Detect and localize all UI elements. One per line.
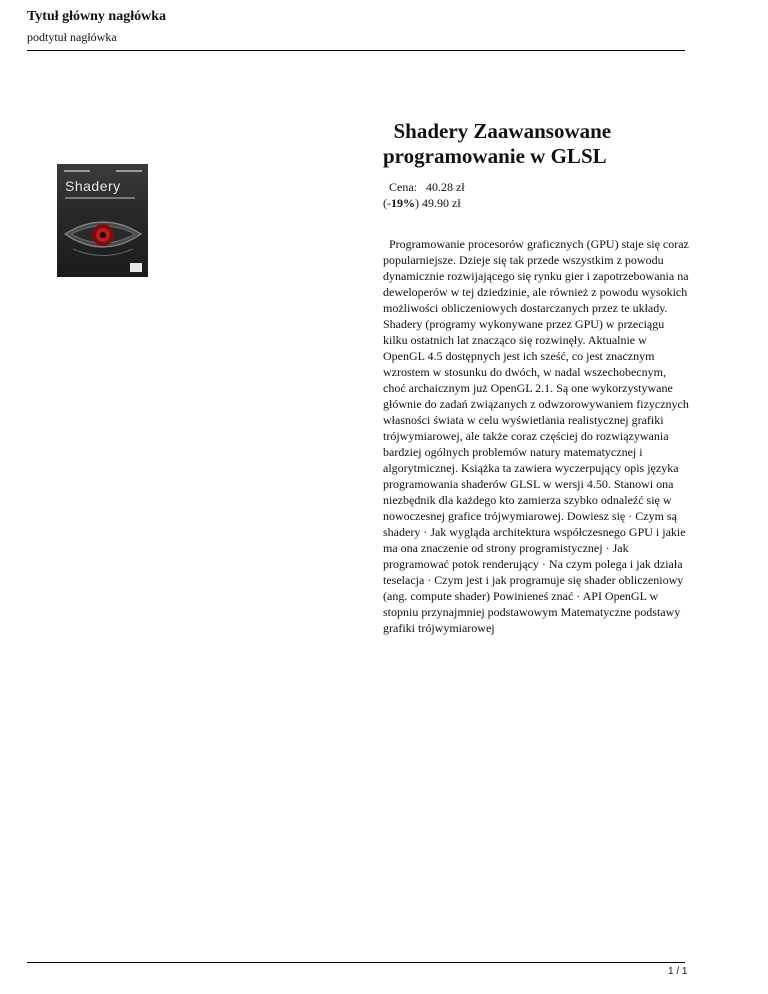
price-block — [383, 179, 465, 211]
footer-divider — [27, 962, 685, 963]
book-title-line-2: programowanie w GLSL — [383, 144, 607, 168]
book-cover-image — [57, 164, 148, 277]
old-price: 49.90 zł — [422, 196, 461, 210]
price-line — [383, 179, 465, 195]
header-title: Tytuł główny nagłówka — [27, 9, 166, 24]
page-number: 1 / 1 — [668, 966, 688, 977]
cover-tagline — [65, 197, 135, 199]
discount-line: (-19%) 49.90 zł — [383, 196, 461, 210]
book-title — [383, 119, 683, 169]
cover-authors — [64, 170, 142, 172]
cover-title: Shadery — [65, 178, 121, 194]
price-value: 40.28 zł — [426, 180, 465, 194]
header-subtitle: podtytuł nagłówka — [27, 30, 117, 44]
book-title-line-1: Shadery Zaawansowane — [393, 119, 612, 143]
book-description: Programowanie procesorów graficznych (GPU) staje się coraz popularniejsze. Dzieje się tak przede wszystkim z powodu dynamicznie rozwijającego się rynku gier i zapotrzebowania na deweloperów w tej dziedzinie, ale również z powodu wysokich możliwości obliczeniowych dostarczanych przez te układy. Shadery (programy wykonywane przez GPU) w przeciągu kilku ostatnich lat znacząco się rozwinęły. Aktualnie w OpenGL 4.5 dostępnych jest ich sześć, co jest znacznym wzrostem w stosunku do dwóch, w nadal wszechobecnym, choć archaicznym już OpenGL 2.1. Są one wykorzystywane głównie do zadań związanych z odwzorowywaniem fizycznych własności świata w celu wyświetlania realistycznej grafiki trójwymiarowej, ale także coraz częściej do rozwiązywania bardziej ogólnych problemów natury matematycznej i algorytmicznej. Książka ta zawiera wyczerpujący opis języka programowania shaderów GLSL w wersji 4.50. Stanowi ona niezbędnik dla każdego kto zamierza szybko odnaleźć się w nowoczesnej grafice trójwymiarowej. Dowiesz się · Czym są shadery · Jak wygląda architektura współczesnego GPU i jakie ma ona znaczenie od strony programistycznej · Jak programować potok renderujący · Na czym polega i jak działa teselacja · Czym jest i jak programuje się shader obliczeniowy (ang. compute shader) Powinieneś znać · API OpenGL w stopniu przynajmniej podstawowym Matematyczne podstawy grafiki trójwymiarowej — [383, 237, 689, 635]
header-divider — [27, 50, 685, 51]
publisher-logo — [130, 263, 142, 272]
discount-percent: 19% — [391, 196, 415, 210]
cover-eye-graphic — [63, 204, 143, 264]
price-label: Cena: — [389, 180, 417, 194]
